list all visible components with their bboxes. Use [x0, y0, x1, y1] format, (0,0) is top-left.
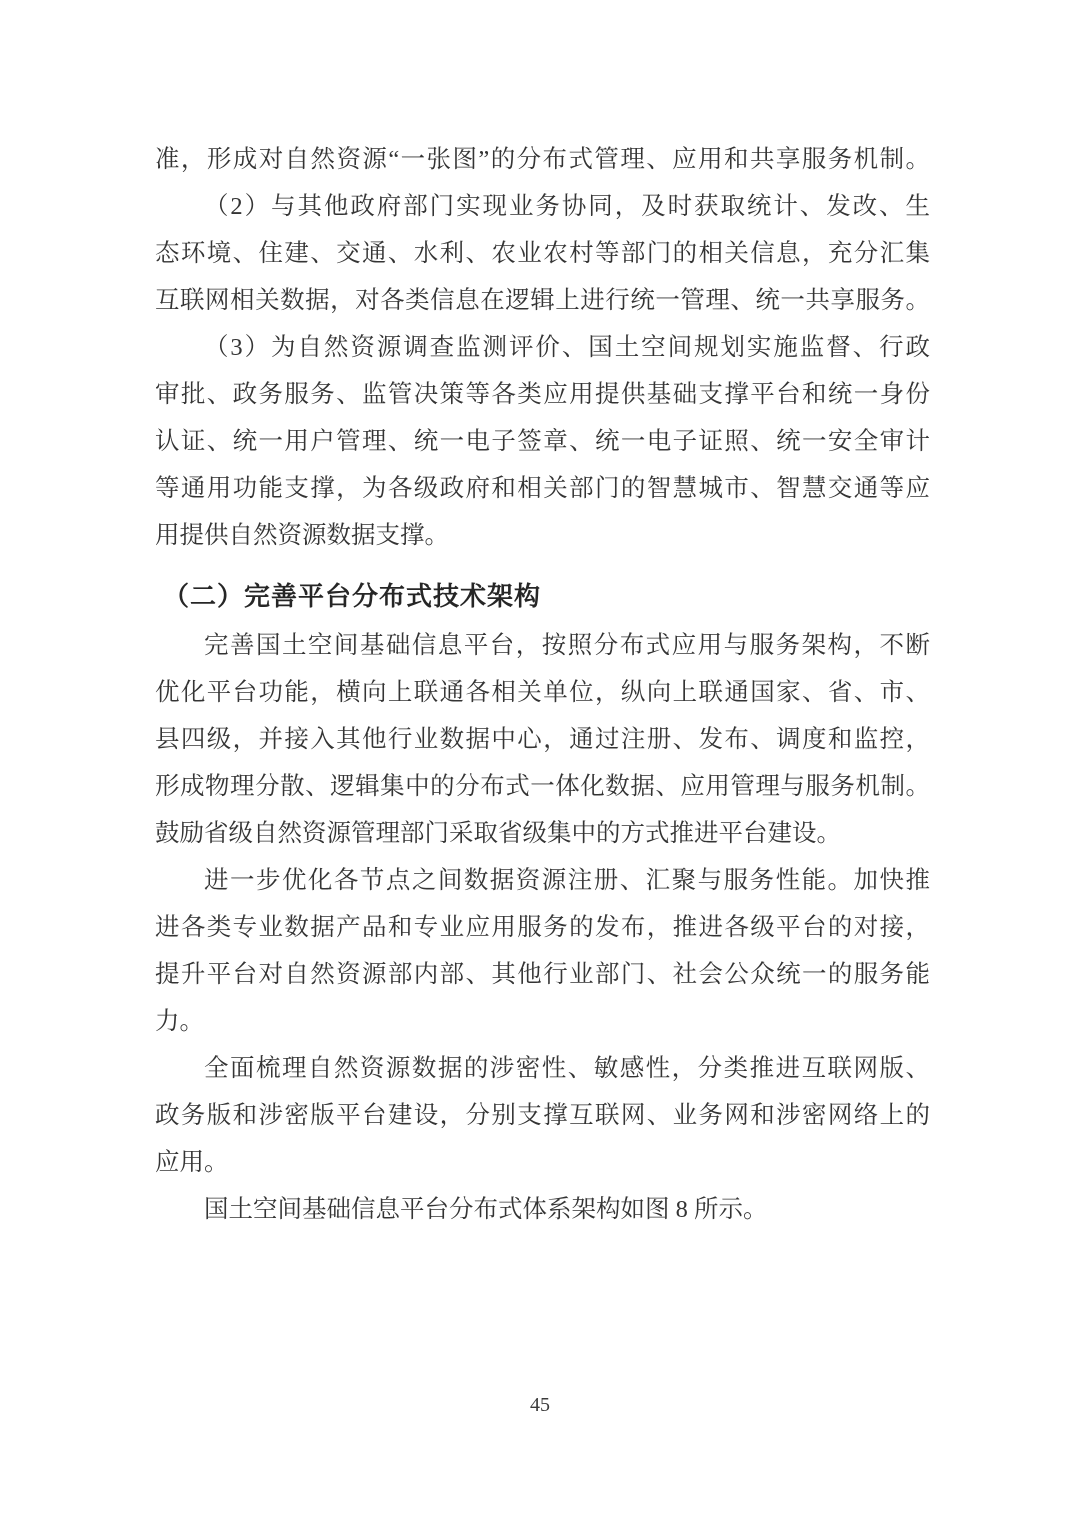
text-line: 力。: [155, 1008, 204, 1035]
text-line: 政务版和涉密版平台建设，分别支撑互联网、业务网和涉密网络上的: [155, 1102, 930, 1129]
text-line: 优化平台功能，横向上联通各相关单位，纵向上联通国家、省、市、: [155, 679, 930, 706]
page-content: [155, 136, 930, 1233]
text-line: （3）为自然资源调查监测评价、国土空间规划实施监督、行政: [204, 334, 930, 361]
text-line: 县四级，并接入其他行业数据中心，通过注册、发布、调度和监控，: [155, 726, 930, 753]
text-line: 认证、统一用户管理、统一电子签章、统一电子证照、统一安全审计: [155, 428, 930, 455]
section-heading: （二）完善平台分布式技术架构: [163, 581, 542, 611]
text-line: 等通用功能支撑，为各级政府和相关部门的智慧城市、智慧交通等应: [155, 475, 930, 502]
text-line: 用提供自然资源数据支撑。: [155, 522, 449, 549]
page-number: 45: [530, 1394, 550, 1416]
text-line: 应用。: [155, 1149, 229, 1176]
text-line: 审批、政务服务、监管决策等各类应用提供基础支撑平台和统一身份: [155, 381, 930, 408]
text-line: 国土空间基础信息平台分布式体系架构如图 8 所示。: [204, 1196, 768, 1223]
text-line: 全面梳理自然资源数据的涉密性、敏感性，分类推进互联网版、: [204, 1055, 930, 1082]
text-line: 形成物理分散、逻辑集中的分布式一体化数据、应用管理与服务机制。: [155, 773, 930, 800]
text-line: 态环境、住建、交通、水利、农业农村等部门的相关信息，充分汇集: [155, 240, 930, 267]
text-line: （2）与其他政府部门实现业务协同，及时获取统计、发改、生: [204, 193, 930, 220]
text-line: 鼓励省级自然资源管理部门采取省级集中的方式推进平台建设。: [155, 820, 841, 847]
text-line: 进一步优化各节点之间数据资源注册、汇聚与服务性能。加快推: [204, 867, 930, 894]
text-line: 进各类专业数据产品和专业应用服务的发布，推进各级平台的对接，: [155, 914, 930, 941]
text-line: 互联网相关数据，对各类信息在逻辑上进行统一管理、统一共享服务。: [155, 287, 930, 314]
text-line: 提升平台对自然资源部内部、其他行业部门、社会公众统一的服务能: [155, 961, 930, 988]
text-line: 准，形成对自然资源“一张图”的分布式管理、应用和共享服务机制。: [155, 146, 930, 173]
text-line: 完善国土空间基础信息平台，按照分布式应用与服务架构，不断: [204, 632, 930, 659]
